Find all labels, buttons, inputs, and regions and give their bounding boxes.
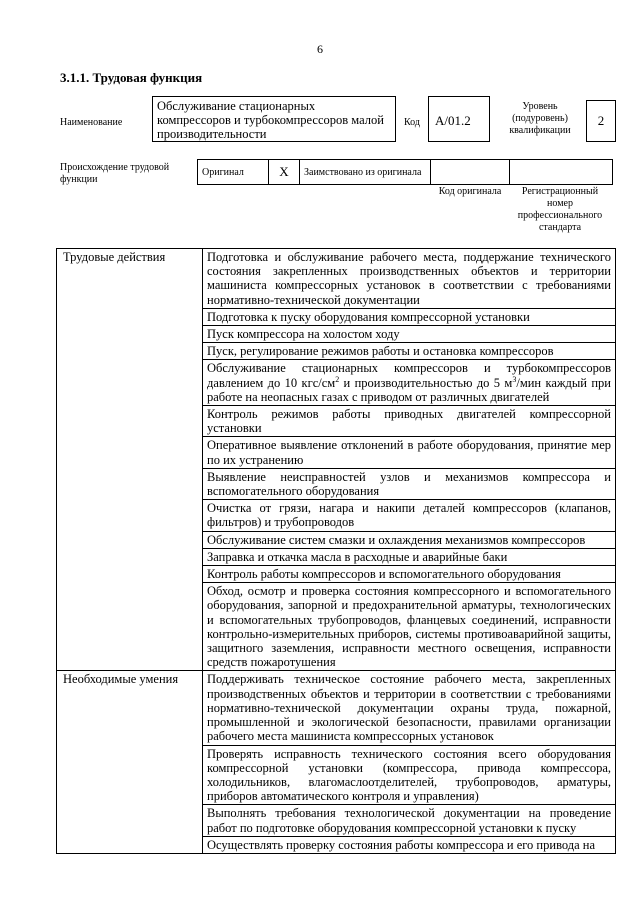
reg-number-cell — [510, 160, 613, 185]
function-name-box: Обслуживание стационарных компрессоров и турбокомпрессоров малой производительности — [152, 96, 396, 142]
skills-title: Необходимые умения — [57, 671, 203, 853]
action-item: Выявление неисправностей узлов и механизмов компрессора и вспомогательного оборудования — [203, 468, 616, 499]
code-original-label: Код оригинала — [438, 186, 502, 197]
action-item: Очистка от грязи, нагара и накипи деталей компрессоров (клапанов, фильтров) и трубопроводов — [203, 500, 616, 531]
action-item: Обход, осмотр и проверка состояния компрессорного и вспомогательного оборудования, запорной и предохранительной арматуры, технологических и вспомогательных трубопроводов, фланцевых соединений, исправности контрольно-измерительных приборов, системы противоаварийной защиты, защитного заземления, исправности местного освещения, исправности средств пожаротушения — [203, 583, 616, 671]
action-item: Пуск компрессора на холостом ходу — [203, 326, 616, 343]
origin-row — [198, 160, 613, 185]
origin-table — [197, 159, 613, 185]
function-details-table — [56, 248, 616, 854]
action-item: Оперативное выявление отклонений в работе оборудования, принятие мер по их устранению — [203, 437, 616, 468]
qualification-level-label — [500, 101, 580, 137]
original-label: Оригинал — [198, 160, 269, 185]
action-item: Контроль работы компрессоров и вспомогательного оборудования — [203, 566, 616, 583]
action-item: Обслуживание систем смазки и охлаждения механизмов компрессоров — [203, 531, 616, 548]
table-row — [57, 249, 616, 309]
skill-item: Проверять исправность технического состояния всего оборудования компрессорной установки (компрессора, привода компрессора, холодильников, влагомаслоотделителей, трубопроводов, арматуры, приборов автоматического контроля и управления) — [203, 745, 616, 805]
skill-item: Выполнять требования технологической документации на проведение работ по подготовке оборудования компрессорной установки к пуску — [203, 805, 616, 836]
level-label-line1: Уровень — [522, 101, 558, 112]
service-sup-2: 3 — [512, 374, 517, 384]
level-label-line3: квалификации — [509, 125, 571, 136]
qualification-level-box: 2 — [586, 100, 616, 142]
page-number: 6 — [317, 42, 323, 56]
skill-item: Осуществлять проверку состояния работы компрессора и его привода на — [203, 836, 616, 853]
service-sup-1: 2 — [335, 374, 340, 384]
action-item-compressor-service — [203, 360, 616, 406]
origin-label: Происхождение трудовой функции — [60, 162, 170, 185]
action-item: Заправка и откачка масла в расходные и аварийные баки — [203, 548, 616, 565]
service-text-part3: /мин каждый при работе на неопасных газах с приводом от различных двигателей — [207, 375, 611, 404]
table-row — [57, 671, 616, 745]
original-mark: X — [269, 160, 300, 185]
code-original-cell — [431, 160, 510, 185]
action-item: Подготовка и обслуживание рабочего места, поддержание технического состояния закрепленных производственных объектов и территории машиниста компрессорных установок в соответствии с требованиями нормативно-технической документации — [203, 249, 616, 309]
level-label-line2: (подуровень) — [512, 113, 568, 124]
borrowed-label: Заимствовано из оригинала — [300, 160, 431, 185]
action-item: Пуск, регулирование режимов работы и остановка компрессоров — [203, 343, 616, 360]
code-label: Код — [404, 117, 420, 128]
action-item: Контроль режимов работы приводных двигателей компрессорной установки — [203, 406, 616, 437]
name-label: Наименование — [60, 117, 123, 128]
skill-item: Поддерживать техническое состояние рабочего места, закрепленных производственных объектов и территории в соответствии с требованиями нормативно-технической документации охраны труда, пожарной, промышленной и экологической безопасности, правилами организации рабочего места машиниста компрессорных установок — [203, 671, 616, 745]
service-text-part1: Обслуживание стационарных компрессоров и турбокомпрессоров давлением до 10 кгс/см — [207, 361, 611, 390]
actions-title: Трудовые действия — [57, 249, 203, 671]
section-title: 3.1.1. Трудовая функция — [60, 70, 203, 85]
action-item: Подготовка к пуску оборудования компрессорной установки — [203, 308, 616, 325]
reg-number-label: Регистрационный номер профессионального стандарта — [517, 186, 603, 233]
service-text-part2: и производительностью до 5 м — [339, 375, 513, 390]
function-code-box: A/01.2 — [428, 96, 490, 142]
